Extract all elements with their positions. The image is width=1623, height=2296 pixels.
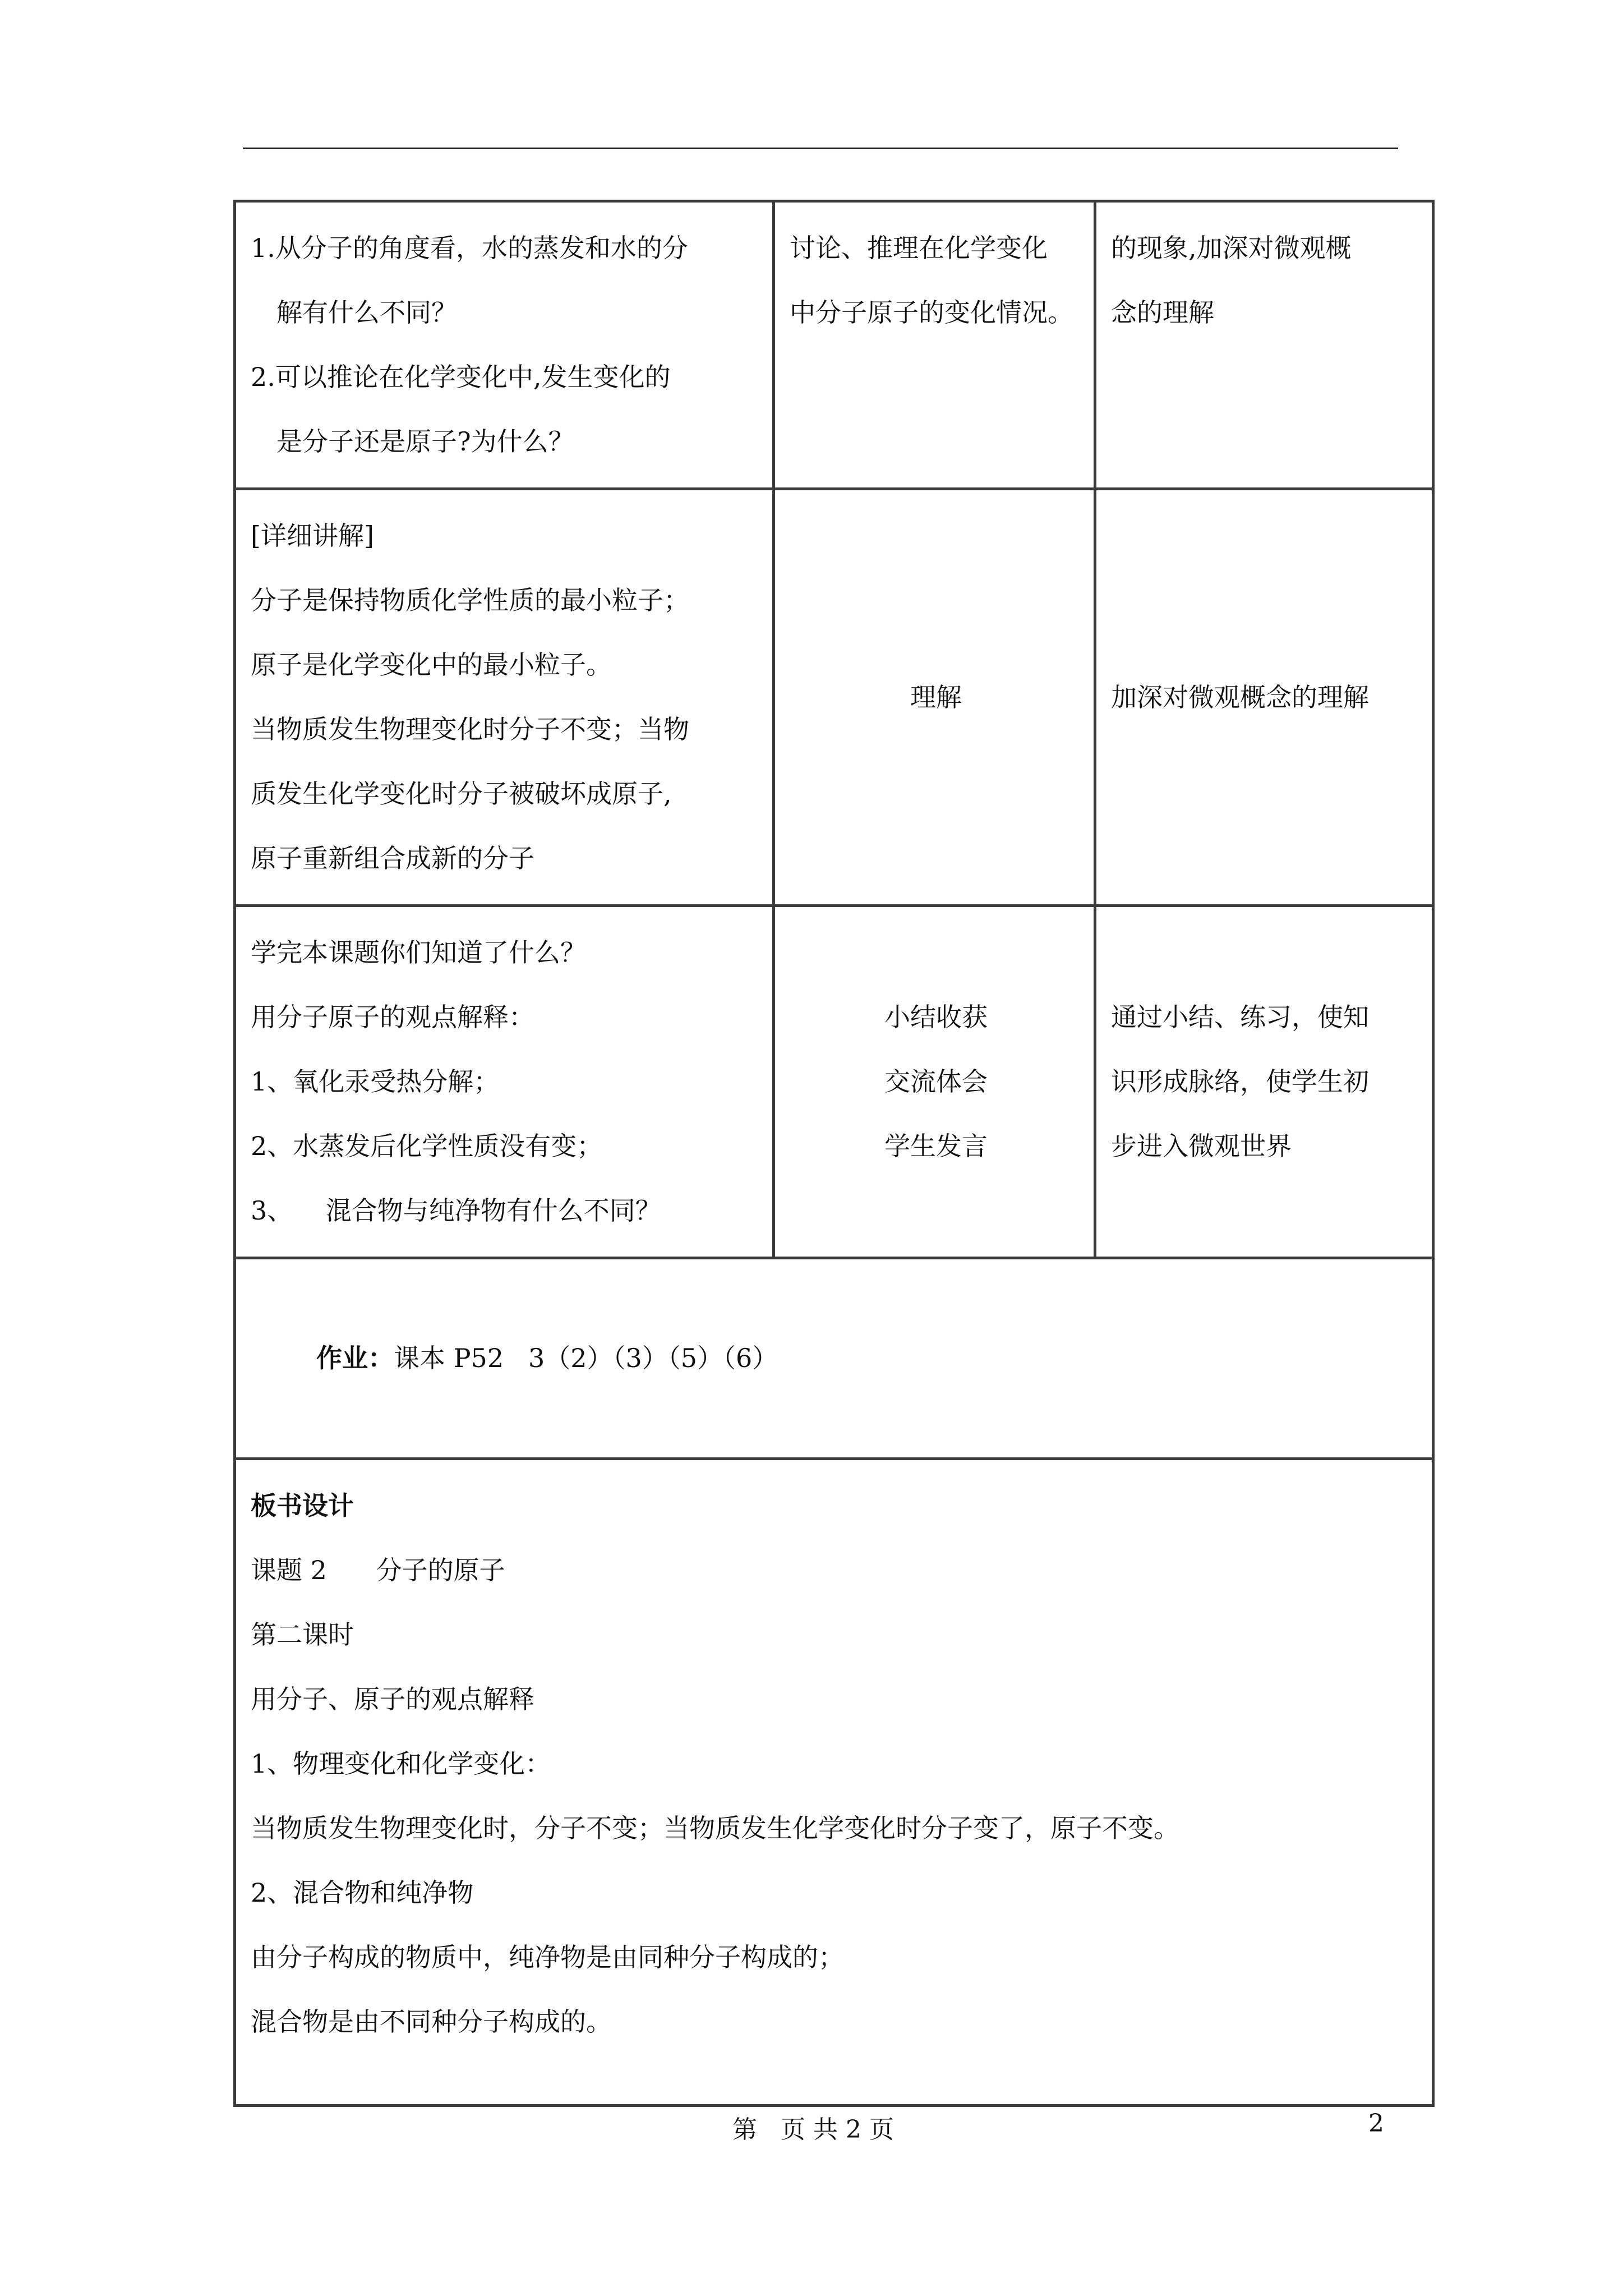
activity-text: 交流体会 — [884, 1066, 988, 1097]
homework-label: 作业： — [316, 1343, 394, 1373]
intent-text: 步进入微观世界 — [1111, 1131, 1292, 1161]
homework-text: 课本 P52 3（2）（3）（5）（6） — [393, 1343, 778, 1373]
explanation-text: 质发生化学变化时分子被破坏成原子, — [251, 779, 672, 809]
page-number: 2 — [1368, 2109, 1384, 2138]
summary-text: 学完本课题你们知道了什么？ — [251, 937, 586, 968]
summary-text: 用分子原子的观点解释： — [251, 1002, 534, 1032]
board-line: 由分子构成的物质中，纯净物是由同种分子构成的； — [251, 1942, 844, 1972]
design-intent-cell — [1095, 489, 1433, 906]
explanation-text: 分子是保持物质化学性质的最小粒子； — [251, 585, 689, 615]
explanation-text: [详细讲解] — [251, 521, 374, 551]
board-line: 用分子、原子的观点解释 — [251, 1684, 534, 1714]
explanation-text: 当物质发生物理变化时分子不变；当物 — [251, 714, 689, 744]
table-row — [235, 1258, 1433, 1459]
homework-line — [251, 1262, 1421, 1455]
board-line: 第二课时 — [251, 1619, 354, 1650]
design-intent-cell — [1095, 906, 1433, 1258]
header-rule — [243, 148, 1398, 149]
intent-text: 通过小结、练习，使知 — [1111, 1002, 1369, 1032]
board-line: 1、物理变化和化学变化： — [251, 1749, 551, 1779]
board-line: 混合物是由不同种分子构成的。 — [251, 2007, 612, 2037]
board-line: 2、混合物和纯净物 — [251, 1878, 474, 1908]
summary-cell — [235, 906, 774, 1258]
board-line: 课题 2 分子的原子 — [251, 1555, 505, 1585]
explanation-text: 原子是化学变化中的最小粒子。 — [251, 650, 612, 680]
activity-text: 理解 — [910, 682, 962, 712]
summary-text: 2、水蒸发后化学性质没有变； — [251, 1131, 603, 1161]
question-text: 2.可以推论在化学变化中,发生变化的 — [251, 362, 671, 392]
intent-text: 念的理解 — [1111, 297, 1214, 328]
table-row — [235, 1459, 1433, 2106]
student-activity-cell — [774, 906, 1095, 1258]
summary-text: 1、氧化汞受热分解； — [251, 1066, 500, 1097]
activity-text: 学生发言 — [884, 1131, 988, 1161]
homework-cell — [235, 1258, 1433, 1459]
explanation-cell — [235, 489, 774, 906]
page-footer: 第 页 共 2 页 — [732, 2115, 894, 2144]
table-row — [235, 906, 1433, 1258]
activity-text: 中分子原子的变化情况。 — [790, 297, 1073, 328]
table-row — [235, 201, 1433, 489]
design-intent-cell — [1095, 201, 1433, 489]
table-row — [235, 489, 1433, 906]
lesson-plan-table — [233, 200, 1435, 2107]
question-text: 解有什么不同？ — [276, 297, 457, 328]
student-activity-cell — [774, 489, 1095, 906]
question-cell — [235, 201, 774, 489]
board-line: 当物质发生物理变化时，分子不变；当物质发生化学变化时分子变了，原子不变。 — [251, 1813, 1179, 1843]
student-activity-cell — [774, 201, 1095, 489]
intent-text: 的现象,加深对微观概 — [1111, 233, 1352, 263]
intent-text: 加深对微观概念的理解 — [1111, 682, 1369, 712]
intent-text: 识形成脉络，使学生初 — [1111, 1066, 1369, 1097]
activity-text: 讨论、推理在化学变化 — [790, 233, 1048, 263]
question-text: 是分子还是原子?为什么？ — [276, 426, 574, 457]
board-title: 板书设计 — [251, 1490, 354, 1521]
summary-text: 3、 混合物与纯净物有什么不同？ — [251, 1195, 661, 1226]
question-text: 1.从分子的角度看，水的蒸发和水的分 — [251, 233, 688, 263]
activity-text: 小结收获 — [884, 1002, 988, 1032]
explanation-text: 原子重新组合成新的分子 — [251, 843, 534, 873]
board-design-cell — [235, 1459, 1433, 2106]
